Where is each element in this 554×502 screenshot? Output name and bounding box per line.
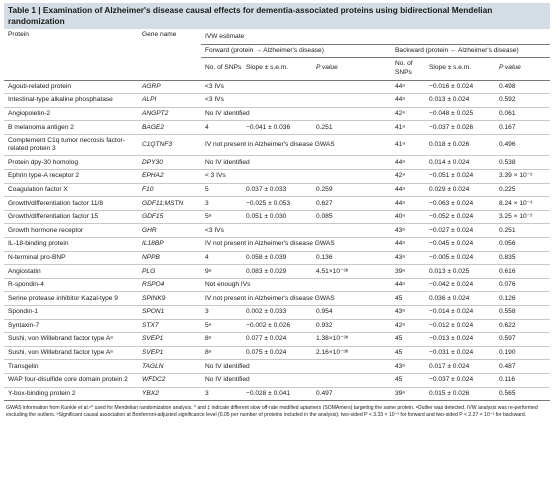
cell-backward-slope: −0.045 ± 0.024	[425, 238, 495, 252]
cell-forward-snps: 8ᵃ	[201, 346, 242, 360]
cell-backward-slope: −0.005 ± 0.024	[425, 251, 495, 265]
table-row	[4, 278, 550, 292]
cell-backward-slope: −0.037 ± 0.026	[425, 121, 495, 135]
cell-backward-snps: 43ᵃ	[391, 251, 425, 265]
cell-backward-p: 0.558	[495, 306, 550, 320]
cell-forward-p: 0.136	[312, 251, 391, 265]
cell-backward-slope: 0.014 ± 0.024	[425, 156, 495, 170]
table-body	[4, 80, 550, 401]
cell-forward-p: 4.51×10⁻³ᵇ	[312, 265, 391, 279]
cell-backward-snps: 45	[391, 333, 425, 347]
cell-protein: Angiopoietin-2	[4, 107, 138, 121]
cell-protein: IL-18-binding protein	[4, 238, 138, 252]
cell-forward-slope: −0.028 ± 0.041	[242, 387, 312, 401]
cell-forward-p: 1.38×10⁻³ᵇ	[312, 333, 391, 347]
cell-gene: GDF11;MSTN	[138, 197, 201, 211]
cell-backward-snps: 43ᵃ	[391, 306, 425, 320]
table-row	[4, 134, 550, 156]
cell-backward-p: 0.487	[495, 360, 550, 374]
cell-protein: Coagulation factor X	[4, 183, 138, 197]
cell-backward-slope: −0.014 ± 0.024	[425, 306, 495, 320]
cell-backward-slope: 0.013 ± 0.025	[425, 265, 495, 279]
cell-backward-slope: −0.052 ± 0.024	[425, 210, 495, 224]
cell-backward-slope: 0.029 ± 0.024	[425, 183, 495, 197]
cell-backward-p: 0.538	[495, 156, 550, 170]
cell-forward-slope: 0.058 ± 0.039	[242, 251, 312, 265]
cell-backward-snps: 40ᵃ	[391, 210, 425, 224]
cell-gene: ANGPT2	[138, 107, 201, 121]
cell-protein: Growth hormone receptor	[4, 224, 138, 238]
cell-backward-p: 0.190	[495, 346, 550, 360]
cell-forward-snps: 8ᵃ	[201, 333, 242, 347]
cell-backward-p: 0.076	[495, 278, 550, 292]
cell-backward-snps: 43ᵃ	[391, 360, 425, 374]
cell-backward-p: 0.116	[495, 373, 550, 387]
cell-protein: Syntaxin-7	[4, 319, 138, 333]
cell-forward-note: <3 IVs	[201, 224, 391, 238]
cell-backward-p: 0.565	[495, 387, 550, 401]
cell-backward-p: 0.167	[495, 121, 550, 135]
cell-forward-snps: 4	[201, 121, 242, 135]
table-row	[4, 183, 550, 197]
table-row	[4, 156, 550, 170]
cell-backward-slope: 0.036 ± 0.024	[425, 292, 495, 306]
cell-backward-snps: 45	[391, 292, 425, 306]
cell-forward-slope: −0.025 ± 0.053	[242, 197, 312, 211]
cell-backward-slope: −0.042 ± 0.024	[425, 278, 495, 292]
cell-gene: TAGLN	[138, 360, 201, 374]
cell-backward-snps: 44ᵃ	[391, 80, 425, 94]
cell-gene: IL18BP	[138, 238, 201, 252]
table-row	[4, 80, 550, 94]
cell-backward-snps: 42ᵃ	[391, 170, 425, 184]
cell-backward-snps: 44ᵃ	[391, 278, 425, 292]
table-row	[4, 306, 550, 320]
table-row	[4, 319, 550, 333]
cell-forward-p: 0.251	[312, 121, 391, 135]
cell-protein: Spondin-1	[4, 306, 138, 320]
cell-forward-p: 0.627	[312, 197, 391, 211]
cell-backward-snps: 45	[391, 373, 425, 387]
cell-backward-slope: −0.037 ± 0.024	[425, 373, 495, 387]
cell-gene: STX7	[138, 319, 201, 333]
header-forward: Forward (protein → Alzheimer's disease)	[201, 44, 391, 57]
cell-forward-note: < 3 IVs	[201, 170, 391, 184]
cell-backward-snps: 41ᵃ	[391, 134, 425, 156]
table-row	[4, 346, 550, 360]
cell-backward-p: 0.597	[495, 333, 550, 347]
cell-backward-slope: −0.031 ± 0.024	[425, 346, 495, 360]
cell-gene: SPON1	[138, 306, 201, 320]
cell-gene: WFDC2	[138, 373, 201, 387]
cell-gene: EPHA2	[138, 170, 201, 184]
cell-backward-p: 0.622	[495, 319, 550, 333]
cell-backward-p: 0.126	[495, 292, 550, 306]
cell-forward-note: No IV identified	[201, 360, 391, 374]
cell-protein: Protein dpy-30 homolog	[4, 156, 138, 170]
cell-gene: F10	[138, 183, 201, 197]
cell-protein: WAP four-disulfide core domain protein 2	[4, 373, 138, 387]
cell-backward-slope: −0.013 ± 0.024	[425, 333, 495, 347]
caption-label: Table 1 |	[8, 5, 41, 15]
cell-gene: BAGE2	[138, 121, 201, 135]
cell-backward-slope: −0.027 ± 0.024	[425, 224, 495, 238]
table-row	[4, 265, 550, 279]
table-row	[4, 238, 550, 252]
cell-protein: Sushi, von Willebrand factor type Aᵃ	[4, 333, 138, 347]
cell-gene: NPPB	[138, 251, 201, 265]
cell-forward-slope: 0.051 ± 0.030	[242, 210, 312, 224]
cell-forward-slope: 0.002 ± 0.033	[242, 306, 312, 320]
cell-forward-note: IV not present in Alzheimer's disease GWAS	[201, 238, 391, 252]
cell-forward-snps: 3	[201, 197, 242, 211]
cell-forward-p: 2.16×10⁻³ᵇ	[312, 346, 391, 360]
cell-backward-slope: 0.015 ± 0.026	[425, 387, 495, 401]
cell-protein: Sushi, von Willebrand factor type Aᵃ	[4, 346, 138, 360]
cell-forward-note: IV not present in Alzheimer's disease GWAS	[201, 292, 391, 306]
header-forward-slope: Slope ± s.e.m.	[242, 57, 312, 80]
table-row	[4, 333, 550, 347]
header-forward-snps: No. of SNPs	[201, 57, 242, 80]
cell-backward-p: 3.39 × 10⁻²	[495, 170, 550, 184]
cell-forward-note: No IV identified	[201, 156, 391, 170]
cell-backward-p: 0.056	[495, 238, 550, 252]
cell-forward-slope: −0.002 ± 0.026	[242, 319, 312, 333]
cell-forward-snps: 5ᵃ	[201, 319, 242, 333]
header-protein: Protein	[8, 31, 29, 38]
cell-gene: C1QTNF3	[138, 134, 201, 156]
table-row	[4, 373, 550, 387]
cell-backward-snps: 44ᵃ	[391, 156, 425, 170]
header-backward-slope: Slope ± s.e.m.	[425, 57, 495, 80]
cell-backward-p: 0.251	[495, 224, 550, 238]
table-row	[4, 251, 550, 265]
table-row	[4, 360, 550, 374]
table-row	[4, 170, 550, 184]
cell-gene: SPINK9	[138, 292, 201, 306]
cell-forward-p: 0.259	[312, 183, 391, 197]
cell-backward-p: 0.496	[495, 134, 550, 156]
table-row	[4, 224, 550, 238]
cell-backward-snps: 42ᵃ	[391, 107, 425, 121]
cell-forward-snps: 4	[201, 251, 242, 265]
cell-forward-note: No IV identified	[201, 107, 391, 121]
cell-backward-p: 8.24 × 10⁻³	[495, 197, 550, 211]
cell-forward-snps: 3	[201, 306, 242, 320]
cell-backward-snps: 41ᵃ	[391, 121, 425, 135]
cell-protein: Transgelin	[4, 360, 138, 374]
cell-protein: R-spondin-4	[4, 278, 138, 292]
cell-protein: Angiostatin	[4, 265, 138, 279]
cell-protein: Agouti-related protein	[4, 80, 138, 94]
cell-forward-p: 0.085	[312, 210, 391, 224]
cell-forward-p: 0.932	[312, 319, 391, 333]
cell-protein: Y-box-binding protein 2	[4, 387, 138, 401]
cell-backward-p: 0.616	[495, 265, 550, 279]
table-row	[4, 292, 550, 306]
cell-forward-slope: 0.075 ± 0.024	[242, 346, 312, 360]
cell-forward-p: 0.497	[312, 387, 391, 401]
table-row	[4, 94, 550, 108]
cell-backward-slope: −0.063 ± 0.024	[425, 197, 495, 211]
table-row	[4, 121, 550, 135]
cell-backward-slope: −0.048 ± 0.025	[425, 107, 495, 121]
cell-gene: AGRP	[138, 80, 201, 94]
cell-forward-slope: 0.083 ± 0.029	[242, 265, 312, 279]
table-row	[4, 210, 550, 224]
table-row	[4, 197, 550, 211]
cell-forward-note: <3 IVs	[201, 94, 391, 108]
cell-backward-snps: 44ᵃ	[391, 94, 425, 108]
cell-backward-snps: 45	[391, 346, 425, 360]
cell-forward-note: No IV identified	[201, 373, 391, 387]
cell-backward-snps: 42ᵃ	[391, 319, 425, 333]
cell-forward-p: 0.954	[312, 306, 391, 320]
cell-forward-snps: 5	[201, 183, 242, 197]
cell-backward-p: 3.25 × 10⁻²	[495, 210, 550, 224]
cell-forward-slope: −0.041 ± 0.036	[242, 121, 312, 135]
cell-gene: SVEP1	[138, 346, 201, 360]
cell-gene: PLG	[138, 265, 201, 279]
cell-backward-slope: 0.017 ± 0.024	[425, 360, 495, 374]
cell-gene: GDF15	[138, 210, 201, 224]
cell-backward-snps: 39ᵃ	[391, 387, 425, 401]
results-table	[4, 29, 550, 401]
cell-backward-snps: 39ᵃ	[391, 265, 425, 279]
header-backward: Backward (protein ← Alzheimer's disease)	[391, 44, 550, 57]
cell-backward-p: 0.592	[495, 94, 550, 108]
cell-forward-slope: 0.037 ± 0.033	[242, 183, 312, 197]
cell-gene: SVEP1	[138, 333, 201, 347]
table-row	[4, 107, 550, 121]
cell-backward-slope: −0.051 ± 0.024	[425, 170, 495, 184]
cell-backward-slope: −0.012 ± 0.024	[425, 319, 495, 333]
header-forward-p: P value	[312, 57, 391, 80]
cell-gene: DPY30	[138, 156, 201, 170]
cell-protein: Growth/differentiation factor 15	[4, 210, 138, 224]
header-backward-p: P value	[495, 57, 550, 80]
header-ivw: IVW estimate	[201, 29, 550, 44]
cell-backward-p: 0.498	[495, 80, 550, 94]
cell-backward-slope: −0.016 ± 0.024	[425, 80, 495, 94]
cell-forward-note: IV not present in Alzheimer's disease GWAS	[201, 134, 391, 156]
cell-backward-p: 0.225	[495, 183, 550, 197]
cell-gene: RSPO4	[138, 278, 201, 292]
cell-protein: Serine protease inhibitor Kazal-type 9	[4, 292, 138, 306]
cell-forward-note: <3 IVs	[201, 80, 391, 94]
cell-gene: GHR	[138, 224, 201, 238]
cell-forward-snps: 9ᵃ	[201, 265, 242, 279]
cell-protein: Ephrin type-A receptor 2	[4, 170, 138, 184]
cell-forward-snps: 5ᵃ	[201, 210, 242, 224]
cell-gene: YBX2	[138, 387, 201, 401]
cell-backward-snps: 44ᵃ	[391, 197, 425, 211]
cell-backward-snps: 44ᵃ	[391, 238, 425, 252]
cell-backward-snps: 44ᵃ	[391, 183, 425, 197]
cell-protein: B melanoma antigen 2	[4, 121, 138, 135]
cell-protein: N-terminal pro-BNP	[4, 251, 138, 265]
cell-gene: ALPI	[138, 94, 201, 108]
header-gene: Gene name	[142, 31, 177, 38]
cell-backward-slope: 0.018 ± 0.026	[425, 134, 495, 156]
table-caption	[4, 3, 550, 29]
caption-text: Examination of Alzheimer's disease causal effects for dementia-associated proteins using bidirectional Mendelian randomization	[8, 5, 493, 26]
table-footnote: GWAS information from Kunkle et al.⁵⁰ used for Mendelian randomization analysis. * and ‡ indicate different slow off-rate modified aptamers (SOMAmers) targeting the same protein. ᵃOutlier was detected. IVW analysis was re-performed excluding the outliers. ᵇSignificant causal association at Bonferroni-adjusted significance level (0.05 per number of proteins included in the analysis): two-sided P < 3.33 × 10⁻³ for forward and two-sided P < 2.27 × 10⁻³ for backward.	[6, 405, 538, 418]
cell-forward-note: Not enough IVs	[201, 278, 391, 292]
cell-forward-slope: 0.077 ± 0.024	[242, 333, 312, 347]
cell-backward-p: 0.835	[495, 251, 550, 265]
cell-protein: Complement C1q tumor necrosis factor-related protein 3	[4, 134, 138, 156]
header-backward-snps: No. of SNPs	[391, 57, 425, 80]
cell-backward-p: 0.061	[495, 107, 550, 121]
cell-protein: Intestinal-type alkaline phosphatase	[4, 94, 138, 108]
cell-backward-slope: 0.013 ± 0.024	[425, 94, 495, 108]
cell-backward-snps: 43ᵃ	[391, 224, 425, 238]
cell-forward-snps: 3	[201, 387, 242, 401]
table-row	[4, 387, 550, 401]
cell-protein: Growth/differentiation factor 11/8	[4, 197, 138, 211]
